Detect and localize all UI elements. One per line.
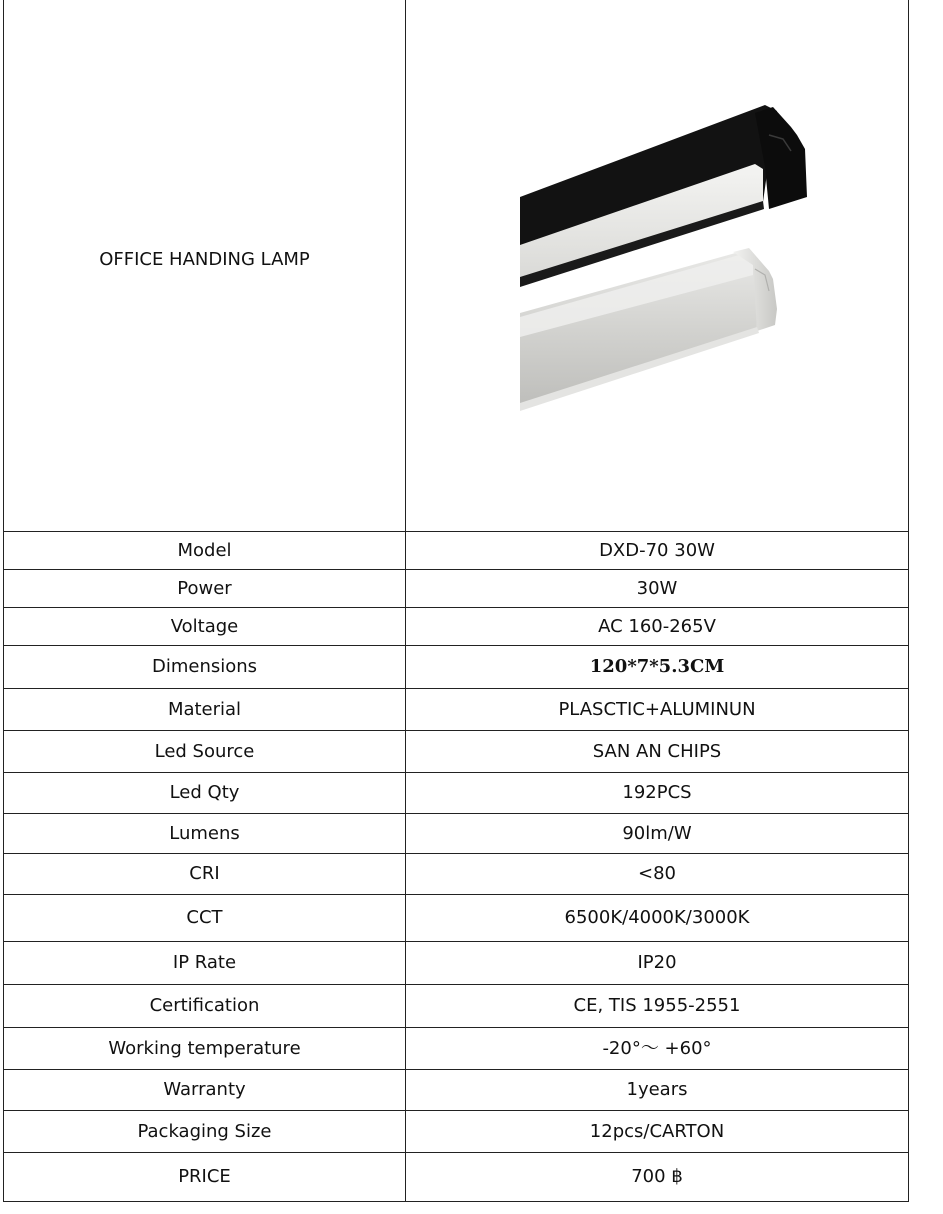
spec-row-dimensions <box>4 646 909 689</box>
spec-value: AC 160-265V <box>406 608 909 646</box>
spec-value: PLASCTIC+ALUMINUN <box>406 689 909 731</box>
spec-row-cct <box>4 895 909 942</box>
spec-label: Certification <box>4 985 406 1028</box>
spec-row-warranty <box>4 1070 909 1111</box>
spec-row-led-qty <box>4 773 909 814</box>
spec-value: 120*7*5.3CM <box>406 646 909 689</box>
spec-value: <80 <box>406 854 909 895</box>
spec-row-voltage <box>4 608 909 646</box>
spec-row-lumens <box>4 814 909 854</box>
spec-label: Material <box>4 689 406 731</box>
spec-row-led-source <box>4 731 909 773</box>
spec-row-price <box>4 1153 909 1202</box>
spec-value: 12pcs/CARTON <box>406 1111 909 1153</box>
spec-label: PRICE <box>4 1153 406 1202</box>
spec-value: 30W <box>406 570 909 608</box>
spec-row-material <box>4 689 909 731</box>
spec-label: Led Qty <box>4 773 406 814</box>
product-title-cell <box>4 0 406 532</box>
spec-row-working-temperature <box>4 1028 909 1070</box>
spec-label: Working temperature <box>4 1028 406 1070</box>
spec-label: Warranty <box>4 1070 406 1111</box>
spec-label: Dimensions <box>4 646 406 689</box>
spec-label: Packaging Size <box>4 1111 406 1153</box>
product-image-cell <box>406 0 909 532</box>
spec-value: SAN AN CHIPS <box>406 731 909 773</box>
spec-row-model <box>4 532 909 570</box>
spec-row-packaging-size <box>4 1111 909 1153</box>
spec-value: 6500K/4000K/3000K <box>406 895 909 942</box>
product-title: OFFICE HANDING LAMP <box>99 249 310 271</box>
hero-row <box>4 0 909 532</box>
spec-label: CCT <box>4 895 406 942</box>
spec-label: Lumens <box>4 814 406 854</box>
spec-row-power <box>4 570 909 608</box>
spec-row-ip-rate <box>4 942 909 985</box>
spec-label: Model <box>4 532 406 570</box>
spec-value: IP20 <box>406 942 909 985</box>
spec-value: CE, TIS 1955-2551 <box>406 985 909 1028</box>
spec-row-cri <box>4 854 909 895</box>
linear-lamp-icon <box>507 105 807 425</box>
spec-value: 700 ฿ <box>406 1153 909 1202</box>
spec-label: IP Rate <box>4 942 406 985</box>
spec-table <box>3 0 909 1202</box>
spec-value: -20°～ +60° <box>406 1028 909 1070</box>
spec-label: Voltage <box>4 608 406 646</box>
spec-value: 192PCS <box>406 773 909 814</box>
spec-value: 1years <box>406 1070 909 1111</box>
spec-value: DXD-70 30W <box>406 532 909 570</box>
spec-row-certification <box>4 985 909 1028</box>
spec-value: 90lm/W <box>406 814 909 854</box>
spec-label: CRI <box>4 854 406 895</box>
spec-label: Led Source <box>4 731 406 773</box>
spec-label: Power <box>4 570 406 608</box>
